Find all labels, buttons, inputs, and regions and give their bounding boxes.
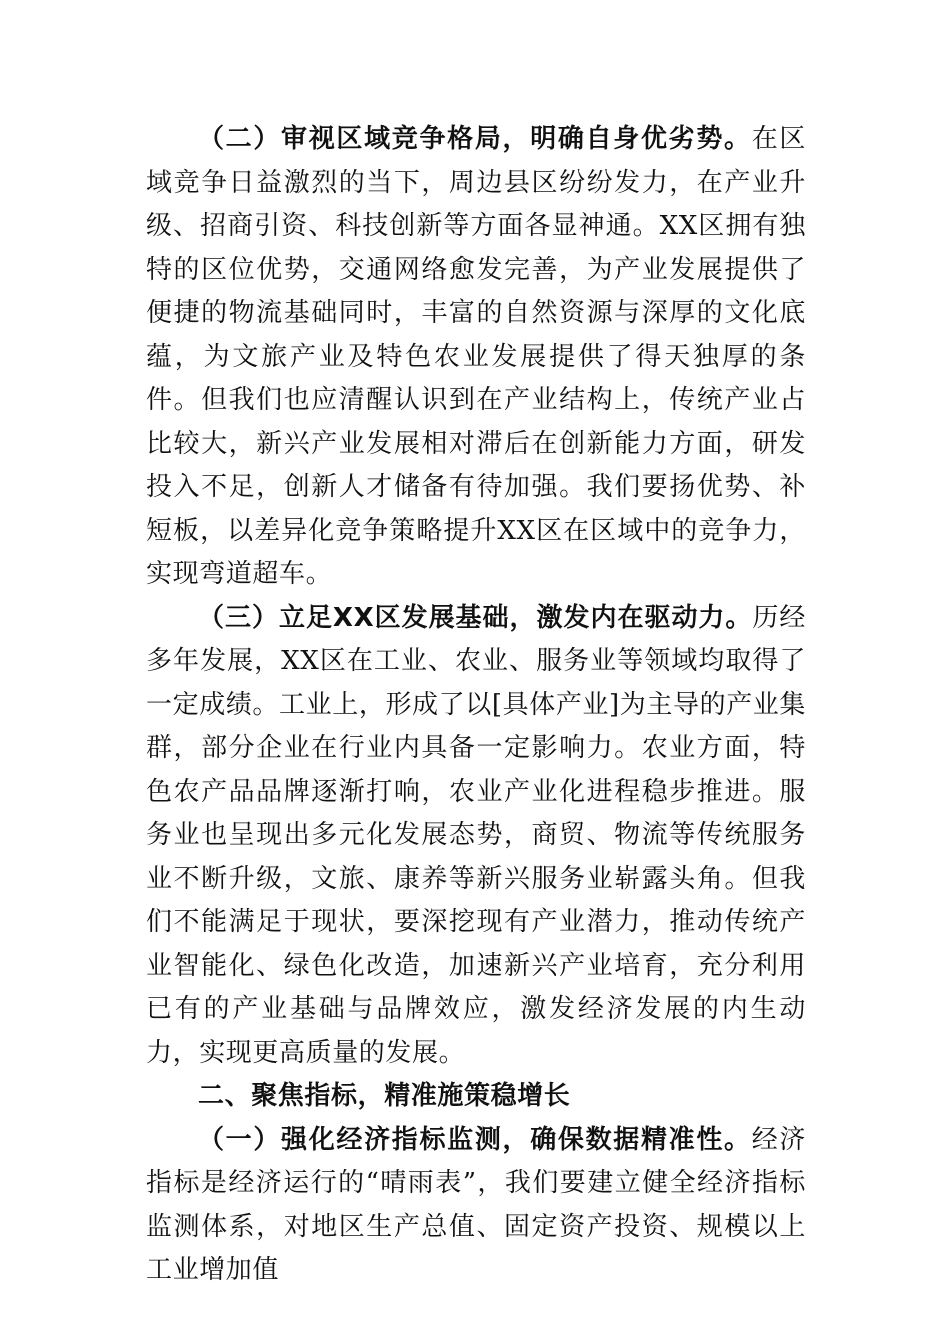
paragraph-lead: （二）审视区域竞争格局，明确自身优劣势。	[198, 124, 752, 154]
paragraph-text: 历经多年发展，XX区在工业、农业、服务业等领域均取得了一定成绩。工业上，形成了以[具体产业]为主导的产业集群，部分企业在行业内具备一定影响力。农业方面，特色农产品品牌逐渐打响，农业产业化进程稳步推进。服务业也呈现出多元化发展态势，商贸、物流等传统服务业不断升级，文旅、康养等新兴服务业崭露头角。但我们不能满足于现状，要深挖现有产业潜力，推动传统产业智能化、绿色化改造，加速新兴产业培育，充分利用已有的产业基础与品牌效应，激发经济发展的内生动力，实现更高质量的发展。	[146, 602, 806, 1068]
section-heading: 二、聚焦指标，精准施策稳增长	[198, 1081, 571, 1111]
paragraph-competition	[146, 118, 806, 597]
paragraph-foundation	[146, 597, 806, 1076]
paragraph-indicators	[146, 1119, 806, 1293]
paragraph-lead: （三）立足XX区发展基础，激发内在驱动力。	[198, 602, 753, 633]
paragraph-lead: （一）强化经济指标监测，确保数据精准性。	[198, 1124, 752, 1155]
paragraph-text: 经济指标是经济运行的“晴雨表”，我们要建立健全经济指标监测体系，对地区生产总值、固定资产投资、规模以上工业增加值	[146, 1124, 806, 1285]
document-body	[146, 118, 806, 1293]
paragraph-text: 在区域竞争日益激烈的当下，周边县区纷纷发力，在产业升级、招商引资、科技创新等方面各显神通。XX区拥有独特的区位优势，交通网络愈发完善，为产业发展提供了便捷的物流基础同时，丰富的自然资源与深厚的文化底蕴，为文旅产业及特色农业发展提供了得天独厚的条件。但我们也应清醒认识到在产业结构上，传统产业占比较大，新兴产业发展相对滞后在创新能力方面，研发投入不足，创新人才储备有待加强。我们要扬优势、补短板，以差异化竞争策略提升XX区在区域中的竞争力，实现弯道超车。	[146, 124, 806, 589]
